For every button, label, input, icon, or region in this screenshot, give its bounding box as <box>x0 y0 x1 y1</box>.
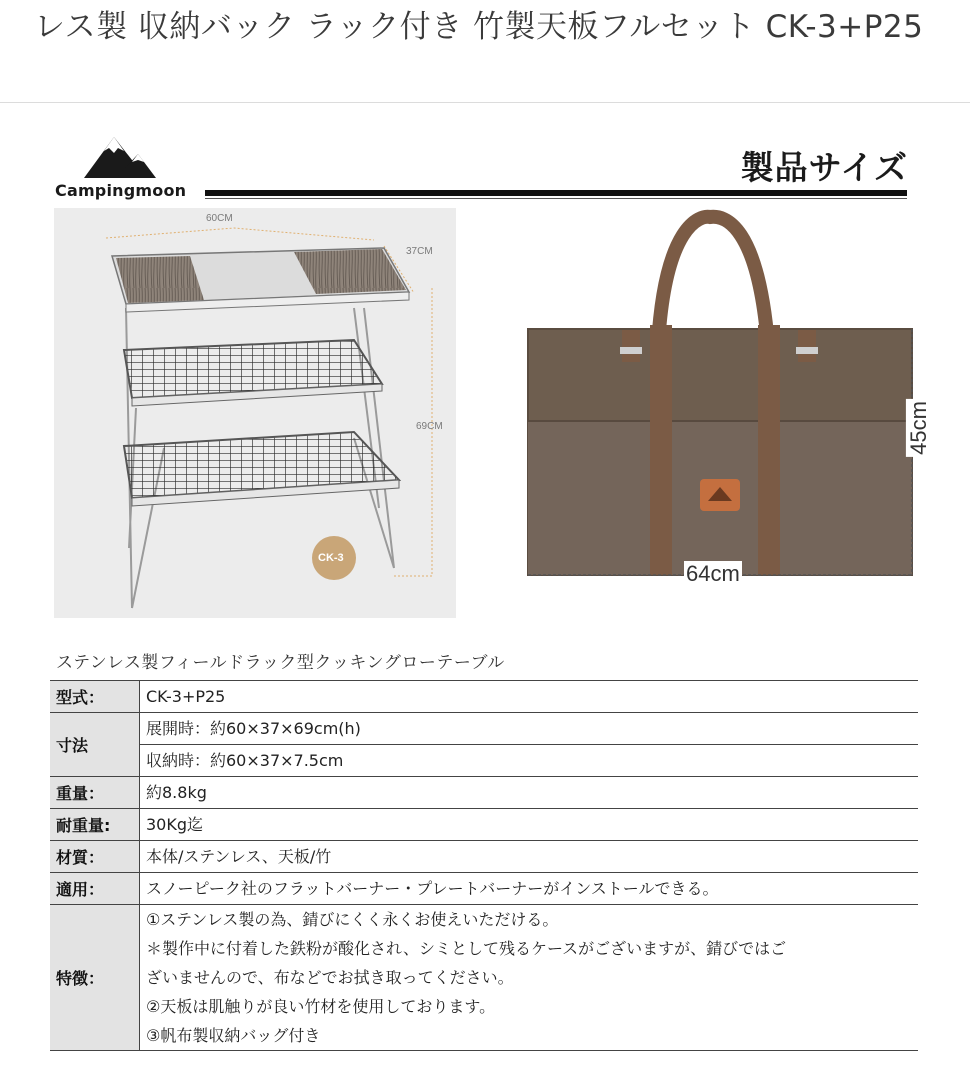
brand-name: Campingmoon <box>55 181 187 200</box>
spec-label: 型式： <box>50 681 140 713</box>
table-row <box>50 681 918 713</box>
spec-value: 収納時：約60×37×7.5cm <box>140 744 918 776</box>
spec-label: 寸法 <box>50 713 140 777</box>
bag-width-dimension: 64cm <box>686 561 740 586</box>
spec-value: 約8.8kg <box>146 783 207 802</box>
spec-value: ①ステンレス製の為、錆びにくく永くお使えいただける。 <box>146 910 559 929</box>
spec-value: 本体/ステンレス、天板/竹 <box>146 847 332 866</box>
divider <box>0 102 970 103</box>
width-dimension: 60CM <box>206 213 233 224</box>
spec-label: 材質： <box>50 841 140 873</box>
table-row <box>50 905 918 1051</box>
bag-drawing <box>500 205 940 615</box>
spec-value: 展開時：約60×37×69cm(h) <box>146 719 361 738</box>
bag-illustration <box>500 205 940 615</box>
spec-label: 重量： <box>50 777 140 809</box>
table-row <box>50 777 918 809</box>
bag-height-dimension: 45cm <box>905 401 931 455</box>
table-row <box>50 713 918 777</box>
size-heading: 製品サイズ <box>740 148 908 187</box>
spec-value: ざいませんので、布などでお拭き取ってください。 <box>146 968 514 987</box>
table-row <box>50 809 918 841</box>
spec-value: 30Kg迄 <box>146 815 204 834</box>
spec-value: スノーピーク社のフラットバーナー・プレートバーナーがインストールできる。 <box>146 879 719 898</box>
spec-table <box>50 680 918 1051</box>
table-row <box>50 841 918 873</box>
product-subtitle: ステンレス製フィールドラック型クッキングローテーブル <box>56 653 505 673</box>
rack-drawing <box>54 208 456 618</box>
table-row <box>50 873 918 905</box>
spec-value: ＊製作中に付着した鉄粉が酸化され、シミとして残るケースがございますが、錆びではご <box>146 939 787 958</box>
spec-label: 耐重量: <box>50 809 140 841</box>
spec-value: ③帆布製収納バッグ付き <box>146 1026 321 1045</box>
height-dimension: 69CM <box>416 421 443 432</box>
spec-label: 特徴： <box>50 905 140 1051</box>
header-rule <box>205 190 907 196</box>
rack-illustration <box>54 208 456 618</box>
header-rule-thin <box>205 198 907 199</box>
spec-value: CK-3+P25 <box>146 687 226 706</box>
spec-value: ②天板は肌触りが良い竹材を使用しております。 <box>146 997 496 1016</box>
depth-dimension: 37CM <box>406 246 433 257</box>
page-title: レス製 収納バック ラック付き 竹製天板フルセット CK-3+P25 <box>34 9 924 45</box>
spec-label: 適用： <box>50 873 140 905</box>
model-badge: CK-3 <box>318 552 344 564</box>
